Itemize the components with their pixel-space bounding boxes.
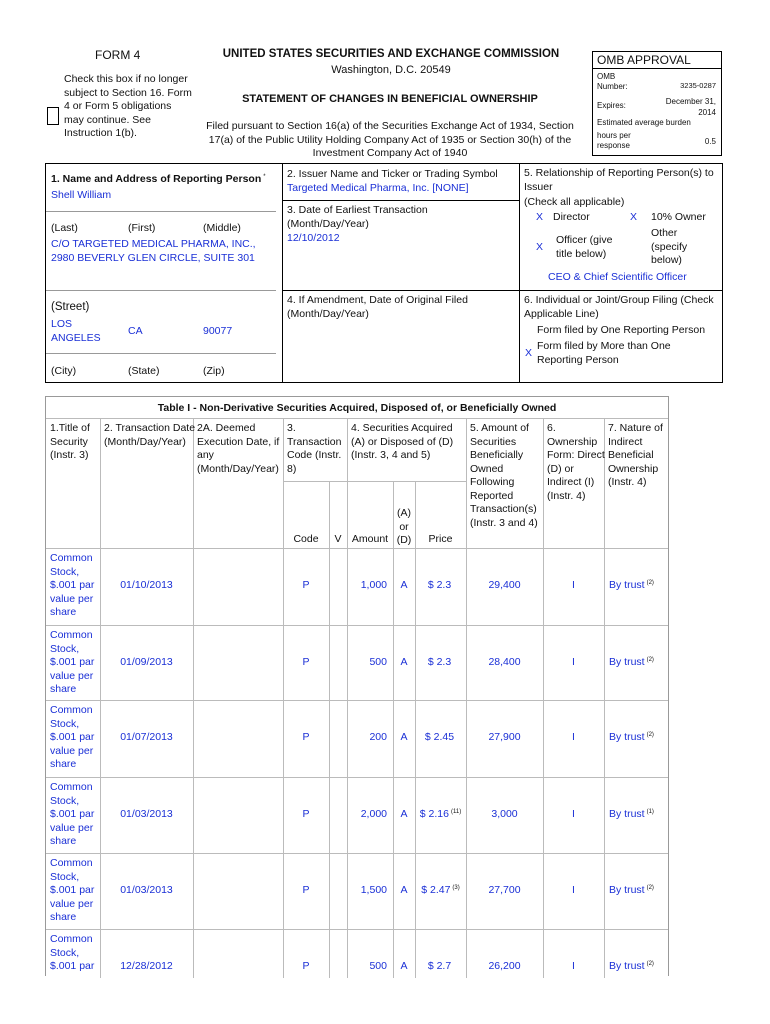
transaction-code: P [302,808,310,820]
subheader-price: Price [428,533,453,545]
price-value: $ 2.7 [427,960,452,972]
acquired-or-disposed: A [400,731,408,743]
amount: 2,000 [360,808,387,820]
subheader-a-or-d: (A) or (D) [396,507,412,546]
issuer-name: Targeted Medical Pharma, Inc. [NONE] [287,182,469,194]
ownership-form: I [572,579,575,591]
amount: 200 [369,731,387,743]
col-header-transaction-date: 2. Transaction Date (Month/Day/Year) [104,422,196,448]
amount-owned: 27,700 [488,884,521,896]
transaction-date: 01/09/2013 [120,656,173,668]
ownership-nature-footnote: (2) [646,885,654,891]
price [415,656,466,668]
security-title: Common Stock, $.001 par value per share [50,552,95,618]
ownership-nature-value: By trust [609,579,645,591]
transaction-code: P [302,884,310,896]
first-name-label: (First) [128,222,156,234]
ownership-form: I [572,731,575,743]
amount-owned: 3,000 [491,808,518,820]
director-mark[interactable]: X [536,211,544,223]
box2-title: 2. Issuer Name and Ticker or Trading Symbol [287,168,498,180]
ownership-nature [609,960,669,972]
amount: 1,500 [360,884,387,896]
security-title: Common Stock, $.001 par value per share [50,857,95,923]
col-header-ownership-form: 6. Ownership Form: Direct (D) or Indirect (I) (Instr. 4) [547,422,605,502]
transaction-code: P [302,579,310,591]
transaction-code: P [302,731,310,743]
state-label: (State) [128,365,160,377]
acquired-or-disposed: A [400,656,408,668]
omb-expires-value: December 31, 2014 [665,97,716,117]
amount: 500 [369,656,387,668]
amount-owned: 27,900 [488,731,521,743]
price [415,579,466,591]
transaction-date: 12/28/2012 [120,960,173,972]
price-value: $ 2.3 [427,656,452,668]
ownership-nature [609,731,669,743]
box5-title: 5. Relationship of Reporting Person(s) to Issuer [524,167,714,193]
reporting-person-city: LOS ANGELES [51,318,101,344]
transaction-date: 01/03/2013 [120,808,173,820]
ownership-nature-value: By trust [609,656,645,668]
omb-expires-label: Expires: [597,101,626,110]
acquired-or-disposed: A [400,960,408,972]
agency-title: UNITED STATES SECURITIES AND EXCHANGE COMMISSION [222,48,560,60]
ownership-nature-footnote: (1) [646,809,654,815]
other-label: Other (specify below) [651,227,688,266]
transaction-date: 01/03/2013 [120,884,173,896]
box3-title: 3. Date of Earliest Transaction (Month/Day/Year) [287,204,428,230]
statement-title: STATEMENT OF CHANGES IN BENEFICIAL OWNERSHIP [242,93,538,105]
officer-title: CEO & Chief Scientific Officer [548,271,687,283]
ownership-nature [609,884,669,896]
acquired-or-disposed: A [400,579,408,591]
amount: 500 [369,960,387,972]
earliest-transaction-date: 12/10/2012 [287,232,340,244]
security-title: Common Stock, $.001 par value per share [50,704,95,770]
ownership-nature-footnote: (2) [646,580,654,586]
security-title: Common Stock, $.001 par value per share [50,629,95,695]
subheader-code: Code [293,533,319,545]
omb-title: OMB APPROVAL [597,53,691,67]
ownership-nature-value: By trust [609,960,645,972]
omb-number-value: 3235-0287 [680,81,716,90]
ownership-nature-footnote: (2) [646,657,654,663]
box4-title: 4. If Amendment, Date of Original Filed (Month/Day/Year) [287,294,468,320]
ownership-form: I [572,808,575,820]
check-all-applicable: (Check all applicable) [524,196,625,208]
col-header-amount-owned: 5. Amount of Securities Beneficially Owned Following Reported Transaction(s) (Instr. 3 and 4) [470,422,538,529]
more-than-one-mark[interactable]: X [525,347,533,359]
ownership-nature [609,579,669,591]
price [415,731,466,743]
col-header-deemed-date: 2A. Deemed Execution Date, if any (Month/Day/Year) [197,422,280,475]
more-than-one-option[interactable]: Form filed by More than One Reporting Person [537,340,671,366]
ownership-nature-footnote: (2) [646,732,654,738]
price-value: $ 2.16 [419,808,449,820]
ownership-nature [609,656,669,668]
price-value: $ 2.47 [421,884,451,896]
price-footnote: (3) [452,885,460,891]
ownership-nature-value: By trust [609,731,645,743]
officer-mark[interactable]: X [536,241,544,253]
amount-owned: 26,200 [488,960,521,972]
amount-owned: 28,400 [488,656,521,668]
col-header-code: 3. Transaction Code (Instr. 8) [287,422,342,475]
last-name-label: (Last) [51,222,78,234]
form-label: FORM 4 [95,48,141,62]
street-label: (Street) [51,301,90,313]
col-header-securities: 4. Securities Acquired (A) or Disposed of (D) (Instr. 3, 4 and 5) [351,422,454,461]
no-longer-subject-checkbox[interactable] [47,107,59,125]
ownership-nature-value: By trust [609,884,645,896]
ownership-nature-value: By trust [609,808,645,820]
filed-pursuant-text: Filed pursuant to Section 16(a) of the Securities Exchange Act of 1934, Section 17(a) of the Public Utility Holding Company Act of 1935 or Section 30(h) of the Investment Company Act of 1940 [206,120,574,159]
transaction-code: P [302,960,310,972]
transaction-date: 01/07/2013 [120,731,173,743]
table1-title: Table I - Non-Derivative Securities Acquired, Disposed of, or Beneficially Owned [157,402,557,414]
omb-hours-label: hours per response [597,131,631,150]
reporting-person-state: CA [128,325,143,337]
box1-title: 1. Name and Address of Reporting Person * [51,173,266,185]
col-header-nature: 7. Nature of Indirect Beneficial Ownership (Instr. 4) [608,422,663,488]
omb-number-label: OMB Number: [597,72,628,91]
director-label: Director [553,211,590,223]
acquired-or-disposed: A [400,884,408,896]
price [415,884,466,896]
subheader-amount: Amount [351,533,389,545]
amount-owned: 29,400 [488,579,521,591]
price [415,960,466,972]
subheader-v: V [334,533,342,545]
officer-label: Officer (give title below) [556,234,613,260]
omb-hours-value: 0.5 [704,137,716,146]
security-title: Common Stock, $.001 par value per share [50,781,95,847]
one-reporting-person-option[interactable]: Form filed by One Reporting Person [537,324,706,336]
price-value: $ 2.3 [427,579,452,591]
ownership-form: I [572,656,575,668]
city-label: (City) [51,365,77,377]
price-value: $ 2.45 [424,731,455,743]
transaction-date: 01/10/2013 [120,579,173,591]
security-title: Common Stock, $.001 par [50,933,95,972]
zip-label: (Zip) [203,365,225,377]
ownership-nature [609,808,669,820]
ten-percent-owner-mark[interactable]: X [630,211,638,223]
ten-percent-owner-label: 10% Owner [651,211,706,223]
acquired-or-disposed: A [400,808,408,820]
transaction-code: P [302,656,310,668]
reporting-person-name: Shell William [51,189,112,201]
amount: 1,000 [360,579,387,591]
reporting-person-zip: 90077 [203,325,233,337]
box6-title: 6. Individual or Joint/Group Filing (Check Applicable Line) [524,294,714,320]
ownership-form: I [572,960,575,972]
col-header-title: 1.Title of Security (Instr. 3) [50,422,90,461]
price-footnote: (11) [450,809,462,815]
middle-name-label: (Middle) [203,222,241,234]
reporting-person-address: C/O TARGETED MEDICAL PHARMA, INC., 2980 BEVERLY GLEN CIRCLE, SUITE 301 [51,238,256,264]
price [415,808,466,820]
agency-location: Washington, D.C. 20549 [331,64,451,76]
checkbox-note: Check this box if no longer subject to Section 16. Form 4 or Form 5 obligations may continue. See Instruction 1(b). [64,73,192,139]
ownership-form: I [572,884,575,896]
omb-burden-label: Estimated average burden [597,118,691,127]
ownership-nature-footnote: (2) [646,961,654,967]
